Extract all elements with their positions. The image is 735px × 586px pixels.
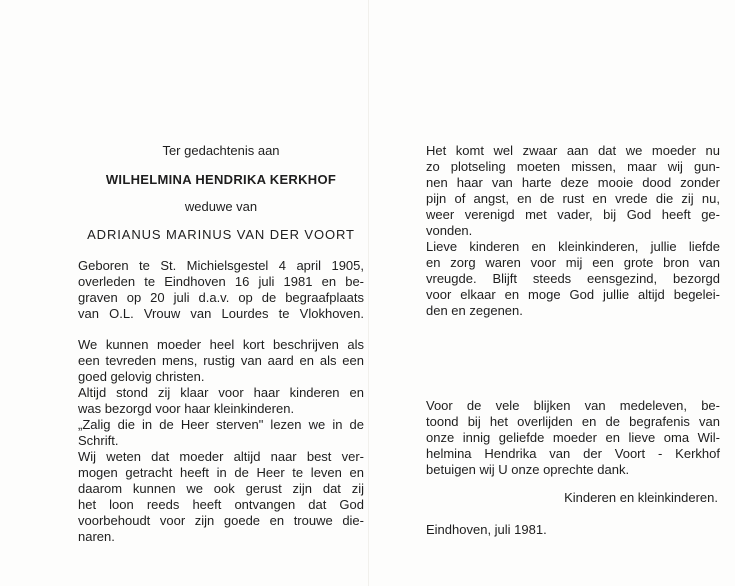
text-line: den en zegenen.	[426, 303, 523, 318]
birth-death-paragraph	[78, 258, 364, 322]
text-line: vonden.	[426, 223, 473, 238]
text-line: nen haar van harte deze mooie dood zonder	[426, 175, 720, 190]
text-line: helmina Hendrika van der Voort - Kerkhof	[426, 446, 720, 461]
text-line: betuigen wij U onze oprechte dank.	[426, 462, 630, 477]
text-line: voor elkaar en moge God jullie altijd begelei-	[426, 287, 720, 302]
text-line: „Zalig die in de Heer sterven" lezen we in de	[78, 417, 364, 432]
text-line: en zorg waren voor mij een grote bron van	[426, 255, 720, 270]
right-panel	[426, 143, 720, 319]
text-line: Het komt wel zwaar aan dat we moeder nu	[426, 143, 720, 158]
text-line: graven op 20 juli d.a.v. op de begraafplaats	[78, 290, 364, 305]
text-line: van O.L. Vrouw van Lourdes te Vlokhoven.	[78, 306, 364, 321]
text-line: weer verenigd met vader, bij God heeft ge-	[426, 207, 720, 222]
text-line: Schrift.	[78, 433, 119, 448]
text-line: toond bij het overlijden en de begrafenis van	[426, 414, 720, 429]
widow-of-line: weduwe van	[184, 199, 258, 214]
text-line: was bezorgd voor haar kleinkinderen.	[78, 401, 295, 416]
text-line: overleden te Eindhoven 16 juli 1981 en be-	[78, 274, 364, 289]
in-memory-heading: Ter gedachtenis aan	[162, 143, 280, 158]
text-line: onze innig geliefde moeder en lieve oma Wil-	[426, 430, 720, 445]
thanks-paragraph	[426, 398, 720, 478]
text-line: Geboren te St. Michielsgestel 4 april 1905,	[78, 258, 364, 273]
signoff-line: Kinderen en kleinkinderen.	[564, 490, 718, 505]
left-panel	[78, 143, 364, 545]
text-line: een tevreden mens, rustig van aard en als een	[78, 353, 364, 368]
text-line: Wij weten dat moeder altijd naar best ver-	[78, 449, 364, 464]
text-line: pijn of angst, en de rust en vrede die zij nu,	[426, 191, 720, 206]
text-line: voorbehoudt voor zijn goede en trouwe die-	[78, 513, 364, 528]
deceased-name: WILHELMINA HENDRIKA KERKHOF	[105, 172, 337, 187]
text-line: zo plotseling moeten missen, maar wij gun-	[426, 159, 720, 174]
text-line: mogen getracht heeft in de Heer te leven en	[78, 465, 364, 480]
text-line: We kunnen moeder heel kort beschrijven als	[78, 337, 364, 352]
text-line: naren.	[78, 529, 115, 544]
text-line: Voor de vele blijken van medeleven, be-	[426, 398, 720, 413]
text-line: daarom kunnen we ook gerust zijn dat zij	[78, 481, 364, 496]
place-date-line: Eindhoven, juli 1981.	[426, 522, 547, 537]
husband-name: ADRIANUS MARINUS VAN DER VOORT	[87, 227, 355, 242]
text-line: het loon reeds heeft ontvangen dat God	[78, 497, 364, 512]
card-fold-line	[368, 0, 369, 586]
tribute-paragraph	[78, 337, 364, 545]
text-line: goed gelovig christen.	[78, 369, 205, 384]
text-line: vreugde. Blijft steeds eensgezind, bezorgd	[426, 271, 720, 286]
farewell-paragraph	[426, 143, 720, 319]
text-line: Altijd stond zij klaar voor haar kinderen en	[78, 385, 364, 400]
text-line: Lieve kinderen en kleinkinderen, jullie liefde	[426, 239, 720, 254]
